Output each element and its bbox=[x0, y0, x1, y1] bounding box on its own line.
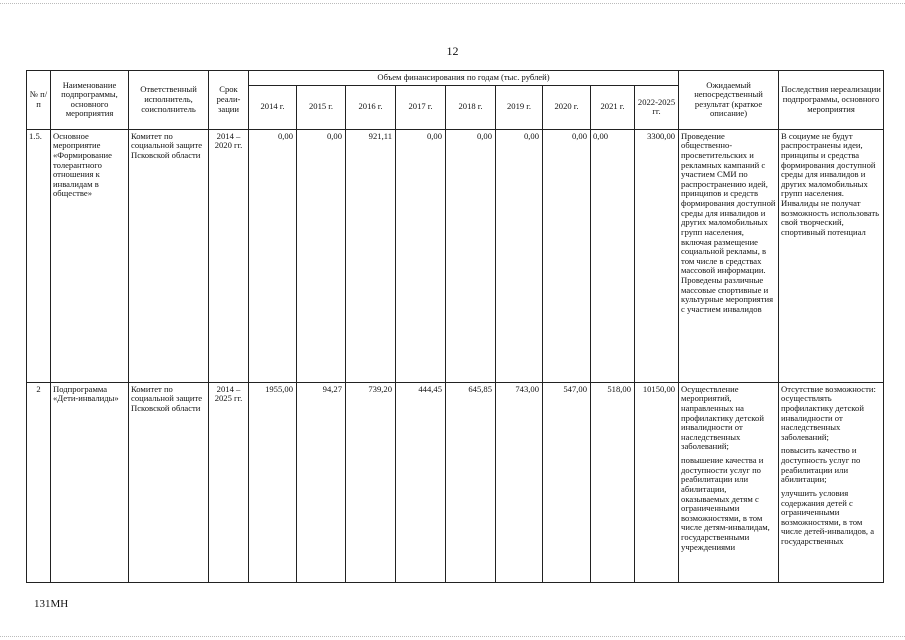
row-value: 0,00 bbox=[496, 129, 543, 382]
row-num: 2 bbox=[27, 382, 51, 582]
page-top-edge bbox=[0, 3, 905, 4]
row-consequence-text: улучшить условия содержания детей с ограниченными возможностями, в том числе детей-инвалидов, а государственных bbox=[781, 487, 875, 546]
row-value: 0,00 bbox=[396, 129, 446, 382]
row-responsible: Комитет по социальной защите Псковской области bbox=[129, 129, 209, 382]
table-row bbox=[27, 129, 884, 382]
header-name: Наименование подпрограммы, основного мероприятия bbox=[51, 71, 129, 130]
header-num: № п/п bbox=[27, 71, 51, 130]
header-year: 2020 г. bbox=[543, 85, 591, 129]
header-year: 2016 г. bbox=[346, 85, 396, 129]
row-num: 1.5. bbox=[27, 129, 51, 382]
row-value: 0,00 bbox=[297, 129, 346, 382]
header-year: 2017 г. bbox=[396, 85, 446, 129]
row-term: 2014 – 2025 гг. bbox=[209, 382, 249, 582]
row-name: Основное мероприятие «Формирование толерантного отношения к инвалидам в обществе» bbox=[51, 129, 129, 382]
page-number: 12 bbox=[446, 44, 459, 58]
row-result bbox=[679, 382, 779, 582]
footer-code: 131МН bbox=[34, 598, 69, 610]
header-funding: Объем финансирования по годам (тыс. рублей) bbox=[249, 71, 679, 86]
header-year: 2021 г. bbox=[591, 85, 635, 129]
row-value: 0,00 bbox=[446, 129, 496, 382]
row-consequence bbox=[779, 129, 884, 382]
header-consequence: Последствия нереализации подпрограммы, основного мероприятия bbox=[779, 71, 884, 130]
row-value: 743,00 bbox=[496, 382, 543, 582]
header-year: 2019 г. bbox=[496, 85, 543, 129]
row-result bbox=[679, 129, 779, 382]
row-value: 0,00 bbox=[591, 129, 635, 382]
funding-table bbox=[26, 70, 884, 583]
row-value: 518,00 bbox=[591, 382, 635, 582]
header-year: 2014 г. bbox=[249, 85, 297, 129]
row-consequence bbox=[779, 382, 884, 582]
row-result-text: Проведение общественно-просветительских и рекламных кампаний с участием СМИ по распространению идей, принципов и средств формирования доступной среды для инвалидов и других маломобильных групп населения, включая размещение социальной рекламы, в том числе в средствах массовой информации. bbox=[681, 130, 776, 276]
row-value: 0,00 bbox=[543, 129, 591, 382]
row-value: 94,27 bbox=[297, 382, 346, 582]
row-value: 444,45 bbox=[396, 382, 446, 582]
row-value: 547,00 bbox=[543, 382, 591, 582]
header-year: 2015 г. bbox=[297, 85, 346, 129]
row-value: 739,20 bbox=[346, 382, 396, 582]
row-value: 645,85 bbox=[446, 382, 496, 582]
header-term: Срок реали-зации bbox=[209, 71, 249, 130]
row-value: 0,00 bbox=[249, 129, 297, 382]
row-result-text: Осуществление мероприятий, направленных на профилактику детской инвалидности от наследственных заболеваний; bbox=[681, 383, 764, 452]
row-value: 921,11 bbox=[346, 129, 396, 382]
row-value: 3300,00 bbox=[635, 129, 679, 382]
row-responsible: Комитет по социальной защите Псковской области bbox=[129, 382, 209, 582]
header-year: 2018 г. bbox=[446, 85, 496, 129]
row-consequence-text: повысить качество и доступность услуг по реабилитации или абилитации; bbox=[781, 445, 861, 485]
row-consequence-text: В социуме не будут распространены идеи, принципы и средства формирования доступной среды для инвалидов и других маломобильных групп населения. Инвалиды не получат возможность использовать свой творческий, спортивный потенциал bbox=[781, 130, 880, 237]
row-value: 10150,00 bbox=[635, 382, 679, 582]
page-bottom-edge bbox=[0, 636, 905, 637]
row-consequence-text: Отсутствие возможности: осуществлять профилактику детской инвалидности от наследственных заболеваний; bbox=[781, 383, 876, 442]
header-result: Ожидаемый непосредственный результат (краткое описание) bbox=[679, 71, 779, 130]
row-value: 1955,00 bbox=[249, 382, 297, 582]
row-result-text: повышение качества и доступности услуг по реабилитации или абилитации, оказываемых детям с ограниченными возможностями, в том числе детям-инвалидам, государственными учреждениями bbox=[681, 455, 770, 552]
table-row bbox=[27, 382, 884, 582]
header-responsible: Ответственный исполнитель, соисполнитель bbox=[129, 71, 209, 130]
row-term: 2014 – 2020 гг. bbox=[209, 129, 249, 382]
row-name: Подпрограмма «Дети-инвалиды» bbox=[51, 382, 129, 582]
header-year: 2022-2025 гг. bbox=[635, 85, 679, 129]
row-result-text: Проведены различные массовые спортивные и культурные мероприятия с участием инвалидов bbox=[681, 275, 774, 314]
